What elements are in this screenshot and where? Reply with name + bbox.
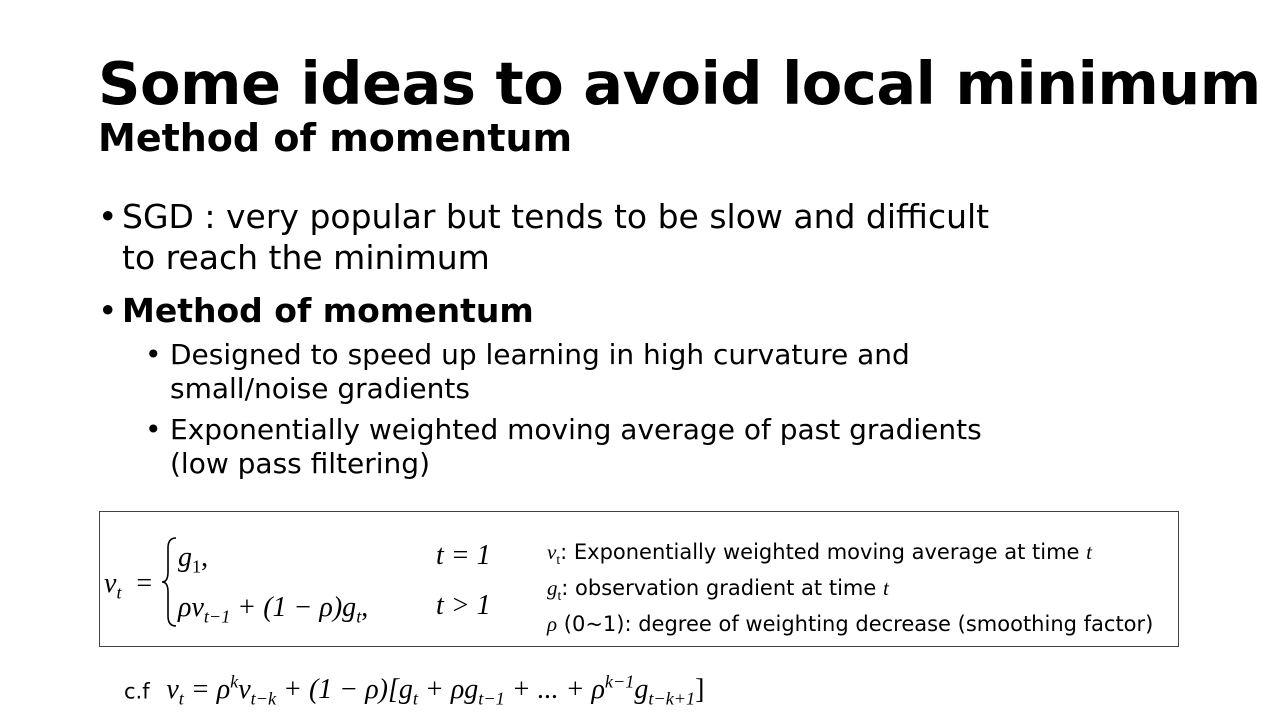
sub-bullet-text-line: Exponentially weighted moving average of past gradients <box>170 413 982 446</box>
bullet-dot: • <box>145 338 162 371</box>
cf-label: c.f <box>124 679 150 704</box>
definition-vt: $v_t$: Exponentially weighted moving average at time t <box>547 540 1092 568</box>
formula-box <box>99 511 1179 647</box>
definition-rho: ρ (0~1): degree of weighting decrease (smoothing factor) <box>547 612 1154 637</box>
case-2-condition: t > 1 <box>436 590 491 621</box>
bullet-dot: • <box>145 413 162 446</box>
bullet-text-line: to reach the minimum <box>122 238 490 277</box>
formula-lhs: $v_t$ = <box>104 568 153 603</box>
slide-title: Some ideas to avoid local minimum <box>98 49 1261 118</box>
definition-gt: $g_t$: observation gradient at time t <box>547 576 889 604</box>
cf-expression: $v_t = \rho^kv_{t-k} + (1 - \rho)[g_t + \rho g_{t-1}$ + ... + $\rho^{k-1}g_{t-k+1}$] <box>166 672 705 709</box>
case-1-condition: t = 1 <box>436 540 491 571</box>
cf-formula <box>124 660 704 721</box>
bullet-text-line: SGD : very popular but tends to be slow and difficult <box>122 197 990 236</box>
bullet-dot: • <box>98 197 118 236</box>
case-1-expr: $g_1$, <box>178 542 209 577</box>
cases-brace <box>160 536 180 628</box>
variable-definitions <box>547 538 1153 638</box>
sub-bullet-text-line: small/noise gradients <box>170 372 470 405</box>
sub-bullet-text-line: Designed to speed up learning in high curvature and <box>170 338 910 371</box>
slide-subtitle: Method of momentum <box>98 116 573 160</box>
bullet-dot: • <box>98 291 118 330</box>
case-2-expr: $\rho v_{t-1} + (1 - \rho)g_t$, <box>178 592 369 627</box>
sub-bullet-text-line: (low pass filtering) <box>170 447 430 480</box>
bullet-text-line: Method of momentum <box>122 291 534 330</box>
